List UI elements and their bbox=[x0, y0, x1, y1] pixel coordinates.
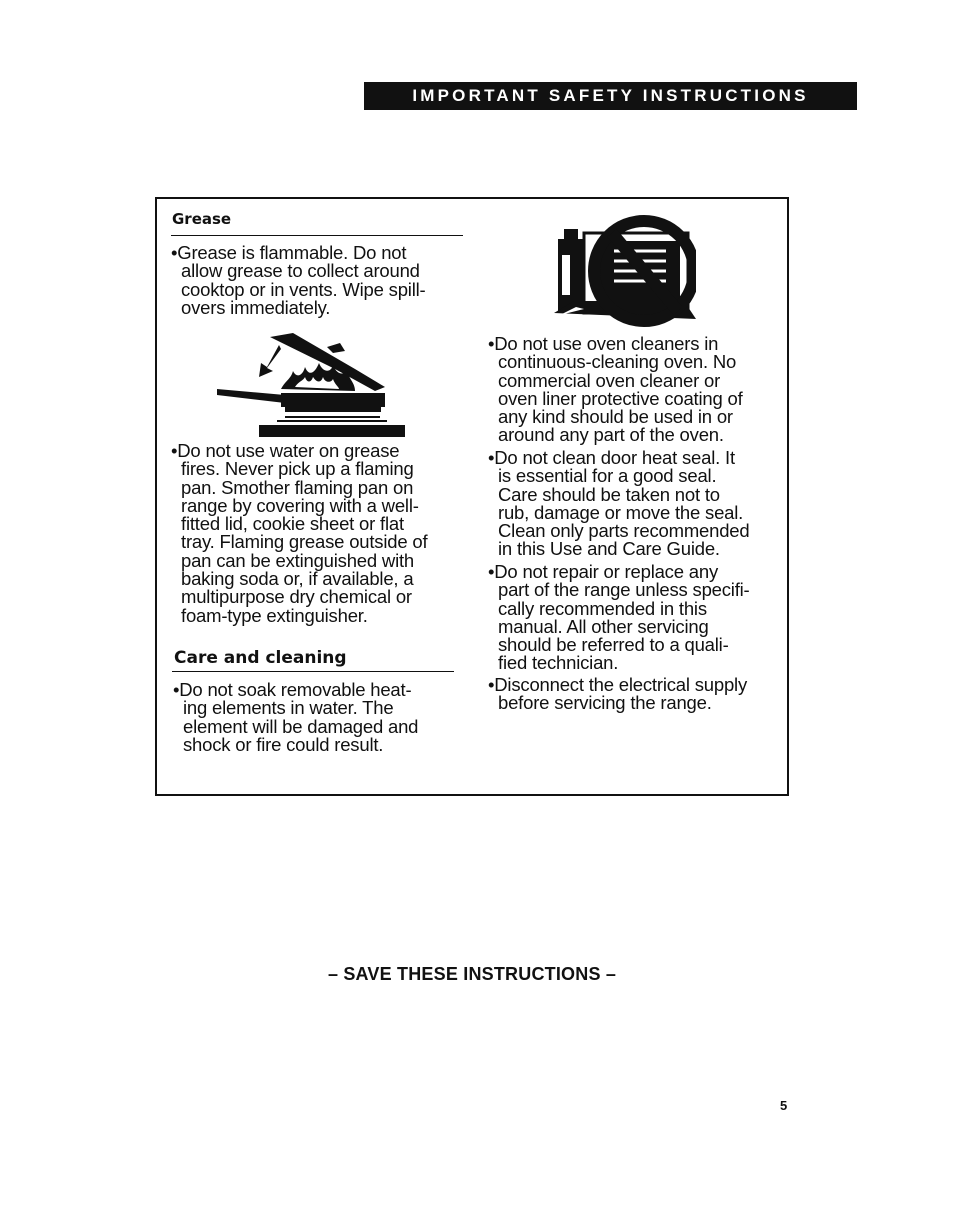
text-line: multipurpose dry chemical or bbox=[181, 586, 412, 608]
text-line: •Disconnect the electrical supply bbox=[488, 674, 748, 695]
text-line: tray. Flaming grease outside of bbox=[181, 531, 428, 553]
right-bullet-1 bbox=[488, 335, 743, 445]
text-line: overs immediately. bbox=[181, 296, 331, 318]
text-line: •Do not clean door heat seal. It bbox=[488, 447, 735, 468]
text-line: •Do not use water on grease bbox=[171, 440, 400, 461]
text-line: shock or fire could result. bbox=[183, 733, 384, 755]
grease-bullet-2 bbox=[171, 442, 427, 625]
text-line: rub, damage or move the seal. bbox=[498, 501, 744, 523]
text-line: foam-type extinguisher. bbox=[181, 604, 368, 626]
text-line: •Do not use oven cleaners in bbox=[488, 333, 719, 354]
grease-bullet-1 bbox=[171, 244, 425, 317]
text-line: pan can be extinguished with bbox=[181, 549, 415, 571]
right-bullet-4 bbox=[488, 676, 747, 713]
text-line: allow grease to collect around bbox=[181, 260, 420, 282]
text-line: •Do not soak removable heat- bbox=[173, 679, 412, 700]
text-line: ing elements in water. The bbox=[183, 697, 394, 719]
no-oven-cleaner-icon bbox=[554, 215, 696, 327]
care-bullet-1 bbox=[173, 681, 418, 754]
right-bullet-3 bbox=[488, 563, 750, 673]
safety-instructions-box bbox=[155, 197, 789, 984]
text-line: part of the range unless specifi- bbox=[498, 579, 750, 601]
text-line: range by covering with a well- bbox=[181, 494, 419, 516]
page-header-title: IMPORTANT SAFETY INSTRUCTIONS bbox=[364, 82, 857, 110]
text-line: element will be damaged and bbox=[183, 715, 419, 737]
text-line: cally recommended in this bbox=[498, 597, 707, 619]
flaming-pan-icon bbox=[215, 331, 405, 439]
text-line: Clean only parts recommended bbox=[498, 520, 750, 542]
text-line: is essential for a good seal. bbox=[498, 465, 717, 487]
text-line: baking soda or, if available, a bbox=[181, 568, 414, 590]
text-line: in this Use and Care Guide. bbox=[498, 538, 720, 560]
text-line: should be referred to a quali- bbox=[498, 634, 729, 656]
text-line: commercial oven cleaner or bbox=[498, 369, 721, 391]
right-bullet-2 bbox=[488, 449, 749, 559]
text-line: oven liner protective coating of bbox=[498, 387, 743, 409]
text-line: •Do not repair or replace any bbox=[488, 561, 718, 582]
text-line: any kind should be used in or bbox=[498, 406, 733, 428]
grease-heading-rule bbox=[171, 235, 463, 236]
text-line: continuous-cleaning oven. No bbox=[498, 351, 737, 373]
page-number: 5 bbox=[780, 1098, 788, 1113]
text-line: Care should be taken not to bbox=[498, 483, 720, 505]
text-line: around any part of the oven. bbox=[498, 424, 724, 446]
text-line: pan. Smother flaming pan on bbox=[181, 476, 414, 498]
text-line: cooktop or in vents. Wipe spill- bbox=[181, 278, 426, 300]
text-line: fitted lid, cookie sheet or flat bbox=[181, 513, 404, 535]
care-cleaning-heading: Care and cleaning bbox=[174, 648, 347, 668]
save-instructions-note: – SAVE THESE INSTRUCTIONS – bbox=[327, 964, 617, 984]
grease-heading: Grease bbox=[172, 210, 232, 228]
text-line: •Grease is flammable. Do not bbox=[171, 242, 407, 263]
care-heading-rule bbox=[172, 671, 454, 672]
text-line: manual. All other servicing bbox=[498, 615, 709, 637]
text-line: before servicing the range. bbox=[498, 692, 712, 714]
text-line: fied technician. bbox=[498, 652, 619, 674]
text-line: fires. Never pick up a flaming bbox=[181, 458, 414, 480]
